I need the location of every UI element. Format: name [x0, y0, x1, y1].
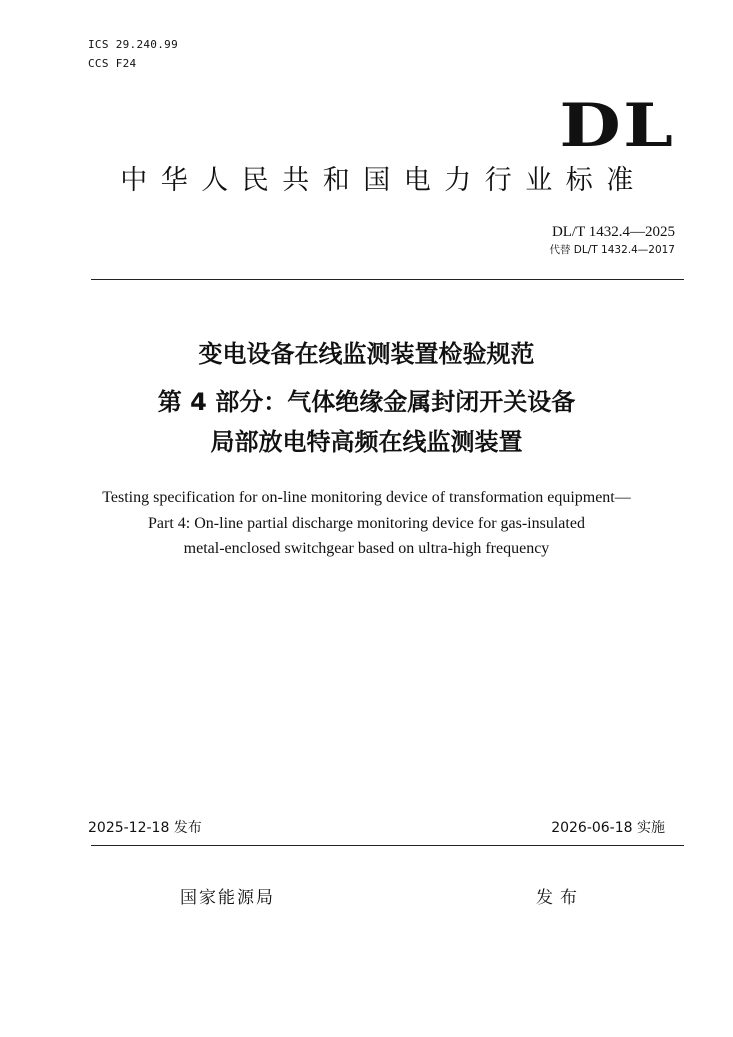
standard-number: DL/T 1432.4—2025 — [551, 224, 675, 240]
publish-label: 发布 — [536, 888, 584, 908]
ics-code: ICS 29.240.99 — [88, 38, 178, 51]
title-cn-line1: 变电设备在线监测装置检验规范 — [198, 340, 535, 368]
dl-logo: DL — [559, 91, 675, 161]
title-en-line3: metal-enclosed switchgear based on ultra-high frequency — [183, 540, 550, 557]
ccs-code: CCS F24 — [88, 57, 137, 70]
top-divider — [91, 279, 684, 280]
title-en-line1: Testing specification for on-line monitoring device of transformation equipment— — [102, 489, 631, 506]
issue-date: 2025-12-18 发布 — [88, 820, 202, 836]
title-cn-line3: 局部放电特高频在线监测装置 — [210, 428, 523, 456]
implementation-date: 2026-06-18 实施 — [551, 820, 665, 836]
title-en-line2: Part 4: On-line partial discharge monitoring device for gas-insulated — [148, 515, 585, 532]
bottom-divider — [91, 845, 684, 846]
standard-type-heading: 中华人民共和国电力行业标准 — [120, 165, 647, 196]
replaces-standard: 代替 DL/T 1432.4—2017 — [549, 244, 675, 256]
title-cn-line2: 第 4 部分：气体绝缘金属封闭开关设备 — [157, 388, 576, 416]
issuing-authority: 国家能源局 — [180, 888, 275, 908]
